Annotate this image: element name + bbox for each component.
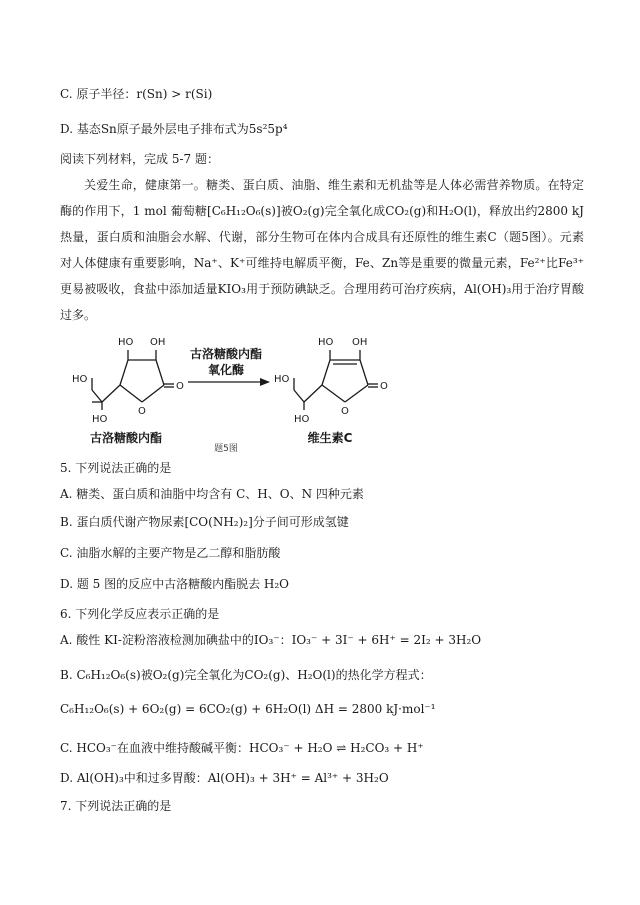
reading-passage: 关爱生命，健康第一。糖类、蛋白质、油脂、维生素和无机盐等是人体必需营养物质。在特定酶的作用下，1 mol 葡萄糖[C₆H₁₂O₆(s)]被O₂(g)完全氧化成CO₂(g)和H₂O(l)，释放出约2800 kJ热量，蛋白质和油脂会水解、代谢，部分生物可在体内合成具有还原性的维生素C（题5图）。元素对人体健康有重要影响，Na⁺、K⁺可维持电解质平衡，Fe、Zn等是重要的微量元素，Fe²⁺比Fe³⁺更易被吸收，食盐中添加适量KIO₃用于预防碘缺乏。合理用药可治疗疾病，Al(OH)₃用于治疗胃酸过多。: [60, 178, 584, 322]
q5-stem: 5. 下列说法正确的是: [60, 461, 172, 475]
atom-ho: HO: [274, 374, 290, 385]
q5-option-d: D. 题 5 图的反应中古洛糖酸内酯脱去 H₂O: [60, 577, 290, 591]
right-molecule-bonds: [294, 350, 378, 410]
atom-oh: OH: [150, 337, 166, 348]
q5-option-c: C. 油脂水解的主要产物是乙二醇和脂肪酸: [60, 546, 281, 560]
arrow-label-top: 古洛糖酸内酯: [189, 347, 263, 361]
option-4d: D. 基态Sn原子最外层电子排布式为5s²5p⁴: [60, 122, 288, 136]
atom-ho: HO: [72, 374, 88, 385]
figure-caption: 题5图: [214, 444, 238, 454]
atom-ho: HO: [318, 337, 334, 348]
atom-oh: OH: [352, 337, 368, 348]
q6-option-a: A. 酸性 KI-淀粉溶液检测加碘盐中的IO₃⁻：IO₃⁻ + 3I⁻ + 6H⁺ = 2I₂ + 3H₂O: [60, 633, 482, 647]
option-4c: C. 原子半径：r(Sn) > r(Si): [60, 87, 213, 101]
q6-option-b: B. C₆H₁₂O₆(s)被O₂(g)完全氧化为CO₂(g)、H₂O(l)的热化学方程式：: [60, 668, 432, 682]
q6-option-c: C. HCO₃⁻在血液中维持酸碱平衡：HCO₃⁻ + H₂O ⇌ H₂CO₃ + H⁺: [60, 741, 424, 755]
right-molecule-name: 维生素C: [307, 431, 353, 445]
atom-o: O: [380, 381, 388, 392]
atom-o: O: [176, 381, 184, 392]
reaction-diagram: [60, 330, 580, 455]
q6-stem: 6. 下列化学反应表示正确的是: [60, 607, 220, 621]
atom-o: O: [341, 406, 349, 417]
atom-ho: HO: [294, 414, 310, 425]
q7-stem: 7. 下列说法正确的是: [60, 799, 172, 813]
reaction-arrow-head: [260, 378, 270, 386]
atom-o: O: [138, 406, 146, 417]
q6-option-b-equation: C₆H₁₂O₆(s) + 6O₂(g) = 6CO₂(g) + 6H₂O(l) ΔH = 2800 kJ·mol⁻¹: [60, 702, 436, 716]
q5-option-b: B. 蛋白质代谢产物尿素[CO(NH₂)₂]分子间可形成氢键: [60, 515, 349, 529]
q5-option-a: A. 糖类、蛋白质和油脂中均含有 C、H、O、N 四种元素: [60, 487, 364, 501]
left-molecule-bonds: [92, 350, 174, 410]
atom-ho: HO: [92, 414, 108, 425]
arrow-label-bottom: 氧化酶: [207, 363, 245, 377]
q6-option-d: D. Al(OH)₃中和过多胃酸：Al(OH)₃ + 3H⁺ = Al³⁺ + 3H₂O: [60, 771, 389, 785]
figure-5: [60, 330, 580, 455]
atom-oh: HO: [118, 337, 134, 348]
left-molecule-name: 古洛糖酸内酯: [89, 431, 163, 445]
reading-instruction: 阅读下列材料，完成 5-7 题：: [60, 152, 219, 166]
